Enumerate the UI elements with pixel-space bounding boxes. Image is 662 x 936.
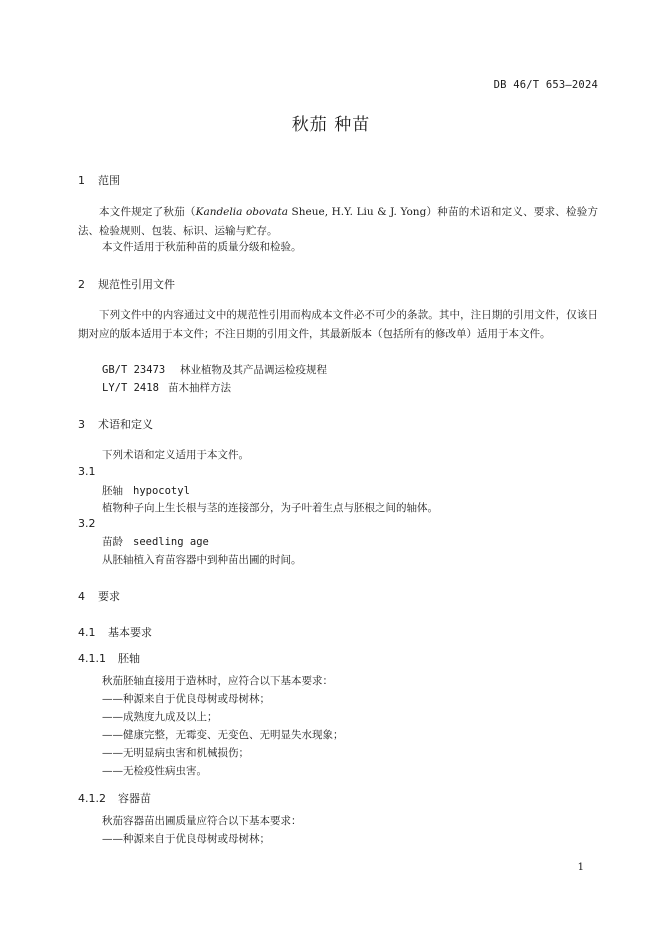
reference-item (102, 380, 231, 395)
section-3-heading (78, 416, 153, 432)
scope-paragraph-1 (78, 203, 598, 241)
reference-item (102, 362, 327, 377)
section-title: 基本要求 (108, 626, 152, 639)
term-number: 3.2 (78, 517, 96, 530)
reference-name: 苗木抽样方法 (168, 382, 231, 394)
term-english: seedling age (133, 536, 209, 548)
reference-code: GB/T 23473 (102, 364, 166, 376)
term-number: 3.1 (78, 465, 96, 478)
term-english: hypocotyl (133, 485, 190, 497)
list-item: ——成熟度九成及以上； (102, 711, 218, 723)
subsection-4-1-heading (78, 624, 152, 640)
subsection-4-1-2-heading (78, 790, 151, 806)
page-number: 1 (577, 862, 584, 873)
standard-number: DB 46/T 653—2024 (493, 79, 598, 91)
section-number: 1 (78, 174, 85, 187)
section-number: 4.1 (78, 626, 96, 639)
section-number: 3 (78, 418, 85, 431)
section-title: 规范性引用文件 (98, 278, 175, 291)
term-definition: 植物种子向上生长根与茎的连接部分，为子叶着生点与胚根之间的轴体。 (102, 502, 438, 514)
section-title: 范围 (98, 174, 120, 187)
document-title: 秋茄 种苗 (291, 115, 371, 135)
hypocotyl-requirements-intro: 秋茄胚轴直接用于造林时，应符合以下基本要求： (102, 675, 333, 687)
container-seedling-requirements-intro: 秋茄容器苗出圃质量应符合以下基本要求： (102, 815, 302, 827)
reference-name: 林业植物及其产品调运检疫规程 (180, 364, 327, 376)
term-definition: 从胚轴植入育苗容器中到种苗出圃的时间。 (102, 554, 302, 566)
section-title: 容器苗 (118, 792, 151, 805)
references-paragraph: 下列文件中的内容通过文中的规范性引用而构成本文件必不可少的条款。其中，注日期的引用文件，仅该日期对应的版本适用于本文件；不注日期的引用文件，其最新版本（包括所有的修改单）适用于本文件。 (78, 309, 598, 340)
term-heading (102, 534, 209, 549)
text-fragment: 本文件规定了秋茄（ (99, 206, 196, 218)
terms-intro: 下列术语和定义适用于本文件。 (102, 449, 249, 461)
reference-code: LY/T 2418 (102, 382, 159, 394)
section-4-heading (78, 588, 120, 604)
term-chinese: 苗龄 (102, 536, 123, 548)
section-1-heading (78, 172, 120, 188)
section-title: 胚轴 (118, 652, 140, 665)
text-fragment: Sheue, H.Y. Liu & J. Yong）种苗的术语和定义、要求、检验方法、检验规则、包装、标识、运输与贮存。 (78, 206, 599, 237)
section-2-heading (78, 276, 175, 292)
section-title: 要求 (98, 590, 120, 603)
section-title: 术语和定义 (98, 418, 153, 431)
list-item: ——无检疫性病虫害。 (102, 765, 207, 777)
section-number: 4.1.1 (78, 652, 106, 665)
list-item: ——健康完整，无霉变、无变色、无明显失水现象； (102, 729, 344, 741)
section-number: 2 (78, 278, 85, 291)
scope-paragraph-2: 本文件适用于秋茄种苗的质量分级和检验。 (102, 241, 302, 253)
list-item: ——种源来自于优良母树或母树林； (102, 693, 270, 705)
term-heading (102, 483, 190, 498)
list-item: ——无明显病虫害和机械损伤； (102, 747, 249, 759)
term-chinese: 胚轴 (102, 485, 123, 497)
section-number: 4.1.2 (78, 792, 106, 805)
subsection-4-1-1-heading (78, 650, 140, 666)
species-name: Kandelia obovata (195, 206, 288, 218)
list-item: ——种源来自于优良母树或母树林； (102, 833, 270, 845)
section-number: 4 (78, 590, 85, 603)
